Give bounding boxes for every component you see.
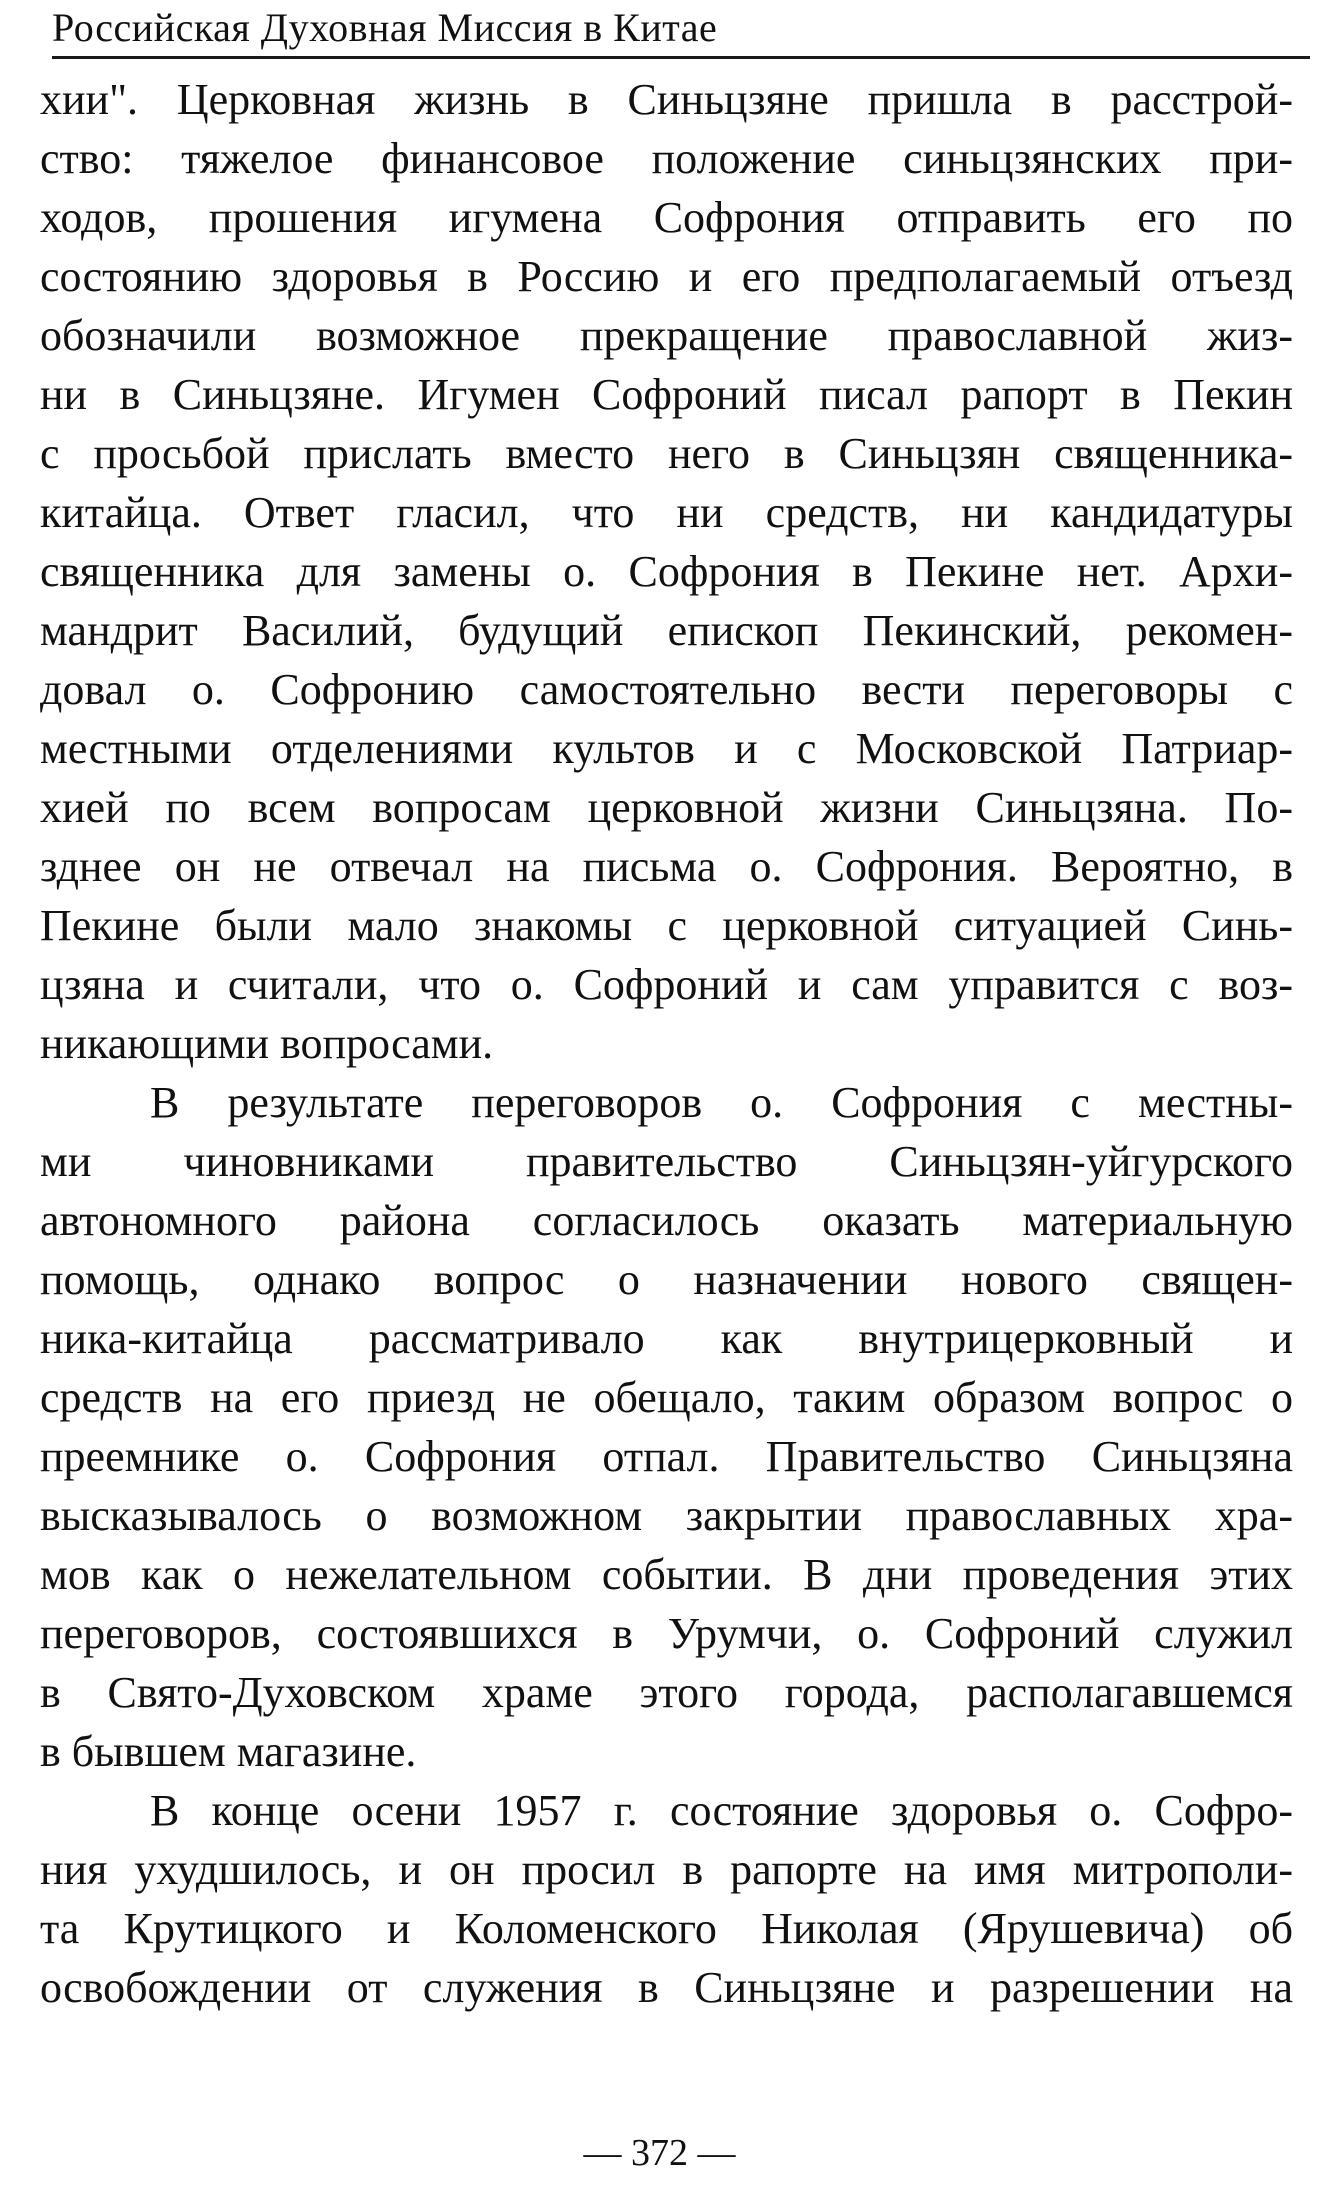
paragraph-3 [40,1781,1293,2017]
header-rule [52,56,1310,59]
text-line: хии". Церковная жизнь в Синьцзяне пришла в расстрой- [40,75,1293,124]
text-line: ника-китайца рассматривало как внутрицерковный и [40,1314,1293,1363]
body-text [40,70,1293,2017]
text-line: местными отделениями культов и с Московской Патриар- [40,724,1293,773]
text-line: В результате переговоров о. Софрония с местны- [150,1078,1293,1127]
text-line: та Крутицкого и Коломенского Николая (Ярушевича) об [40,1904,1293,1953]
text-line: ство: тяжелое финансовое положение синьцзянских при- [40,134,1293,183]
page-number: — 372 — [583,2132,736,2174]
text-line: священника для замены о. Софрония в Пекине нет. Архи- [40,547,1293,596]
text-line: довал о. Софронию самостоятельно вести переговоры с [40,665,1293,714]
text-line: цзяна и считали, что о. Софроний и сам управится с воз- [40,960,1293,1009]
paragraph-1 [40,70,1293,1073]
text-line: в Свято-Духовском храме этого города, располагавшемся [40,1668,1293,1717]
text-line: в бывшем магазине. [40,1727,417,1776]
text-line: ния ухудшилось, и он просил в рапорте на имя митрополи- [40,1845,1293,1894]
text-line: В конце осени 1957 г. состояние здоровья о. Софро- [150,1786,1293,1835]
text-line: средств на его приезд не обещало, таким образом вопрос о [40,1373,1293,1422]
text-line: Пекине были мало знакомы с церковной ситуацией Синь- [40,901,1293,950]
text-line: обозначили возможное прекращение православной жиз- [40,311,1293,360]
text-line: ми чиновниками правительство Синьцзян-уйгурского [40,1137,1293,1186]
text-line: автономного района согласилось оказать материальную [40,1196,1293,1245]
text-line: никающими вопросами. [40,1019,494,1068]
text-line: мов как о нежелательном событии. В дни проведения этих [40,1550,1293,1599]
text-line: мандрит Василий, будущий епископ Пекинский, рекомен- [40,606,1293,655]
text-line: помощь, однако вопрос о назначении нового священ- [40,1255,1293,1304]
text-line: состоянию здоровья в Россию и его предполагаемый отъезд [40,252,1293,301]
text-line: с просьбой прислать вместо него в Синьцзян священника- [40,429,1293,478]
paragraph-2 [40,1073,1293,1781]
running-head: Российская Духовная Миссия в Китае [52,5,718,50]
text-line: преемнике о. Софрония отпал. Правительство Синьцзяна [40,1432,1293,1481]
text-line: ни в Синьцзяне. Игумен Софроний писал рапорт в Пекин [40,370,1293,419]
text-line: зднее он не отвечал на письма о. Софрония. Вероятно, в [40,842,1293,891]
text-line: ходов, прошения игумена Софрония отправить его по [40,193,1293,242]
text-line: китайца. Ответ гласил, что ни средств, ни кандидатуры [40,488,1293,537]
text-line: освобождении от служения в Синьцзяне и разрешении на [40,1963,1293,2012]
text-line: переговоров, состоявшихся в Урумчи, о. Софроний служил [40,1609,1293,1658]
text-line: высказывалось о возможном закрытии православных хра- [40,1491,1293,1540]
text-line: хией по всем вопросам церковной жизни Синьцзяна. По- [40,783,1293,832]
